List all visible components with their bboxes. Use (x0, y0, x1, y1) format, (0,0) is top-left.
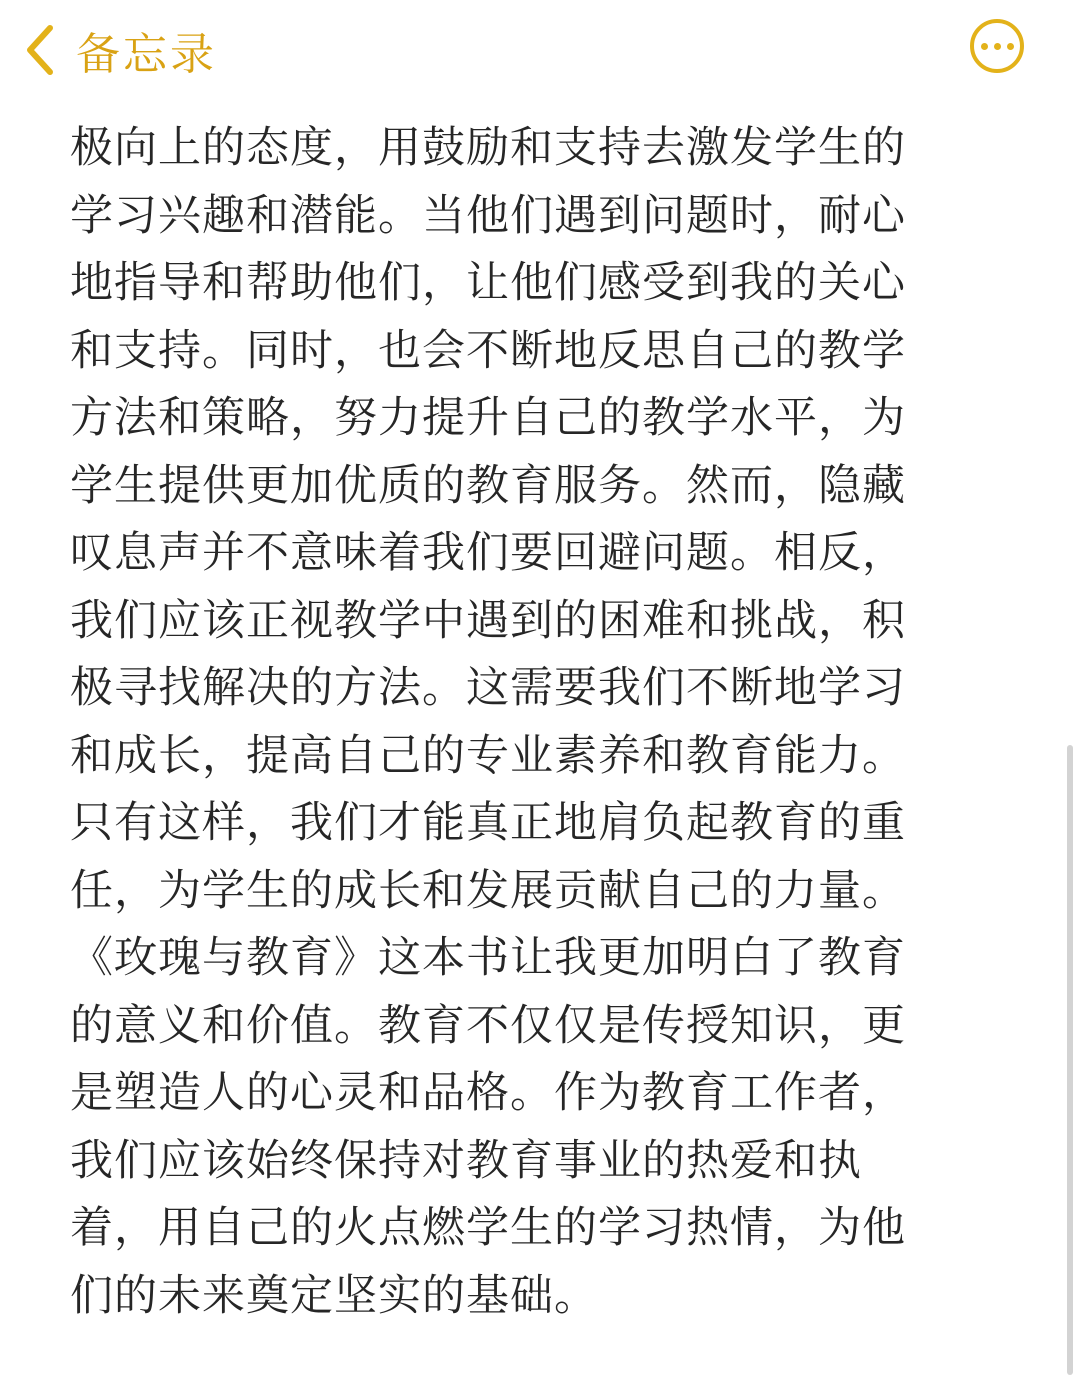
back-button[interactable] (22, 18, 217, 82)
note-line: 我们应该正视教学中遇到的困难和挑战，积 (70, 595, 906, 646)
note-line: 只有这样，我们才能真正地肩负起教育的重 (70, 798, 906, 848)
scrollbar[interactable] (1067, 745, 1073, 1375)
more-options-icon-dot (1007, 43, 1014, 50)
note-line: 们的未来奠定坚实的基础。 (70, 1270, 598, 1321)
note-line: 是塑造人的心灵和品格。作为教育工作者， (70, 1068, 906, 1118)
note-line: 和成长，提高自己的专业素养和教育能力。 (70, 730, 906, 781)
note-line: 极寻找解决的方法。这需要我们不断地学习 (70, 663, 906, 713)
note-body[interactable] (70, 115, 980, 1330)
note-line: 叹息声并不意味着我们要回避问题。相反， (70, 528, 906, 578)
more-options-icon (981, 43, 988, 50)
note-line: 和支持。同时，也会不断地反思自己的教学 (70, 325, 906, 376)
more-options-button[interactable] (970, 19, 1024, 73)
top-bar (0, 0, 1080, 100)
chevron-left-icon (22, 22, 56, 78)
note-line: 的意义和价值。教育不仅仅是传授知识，更 (70, 1000, 906, 1051)
note-line: 任，为学生的成长和发展贡献自己的力量。 (70, 865, 906, 916)
note-line: 我们应该始终保持对教育事业的热爱和执 (70, 1135, 862, 1186)
note-line: 《玫瑰与教育》这本书让我更加明白了教育 (70, 933, 906, 983)
note-line: 着，用自己的火点燃学生的学习热情，为他 (70, 1203, 906, 1253)
note-line: 极向上的态度，用鼓励和支持去激发学生的 (70, 123, 906, 173)
back-label: 备忘录 (76, 29, 217, 80)
note-line: 学生提供更加优质的教育服务。然而，隐藏 (70, 460, 906, 511)
note-line: 地指导和帮助他们，让他们感受到我的关心 (70, 258, 906, 308)
note-line: 学习兴趣和潜能。当他们遇到问题时，耐心 (70, 190, 906, 241)
more-options-icon-dot (994, 43, 1001, 50)
note-line: 方法和策略，努力提升自己的教学水平，为 (70, 393, 906, 443)
